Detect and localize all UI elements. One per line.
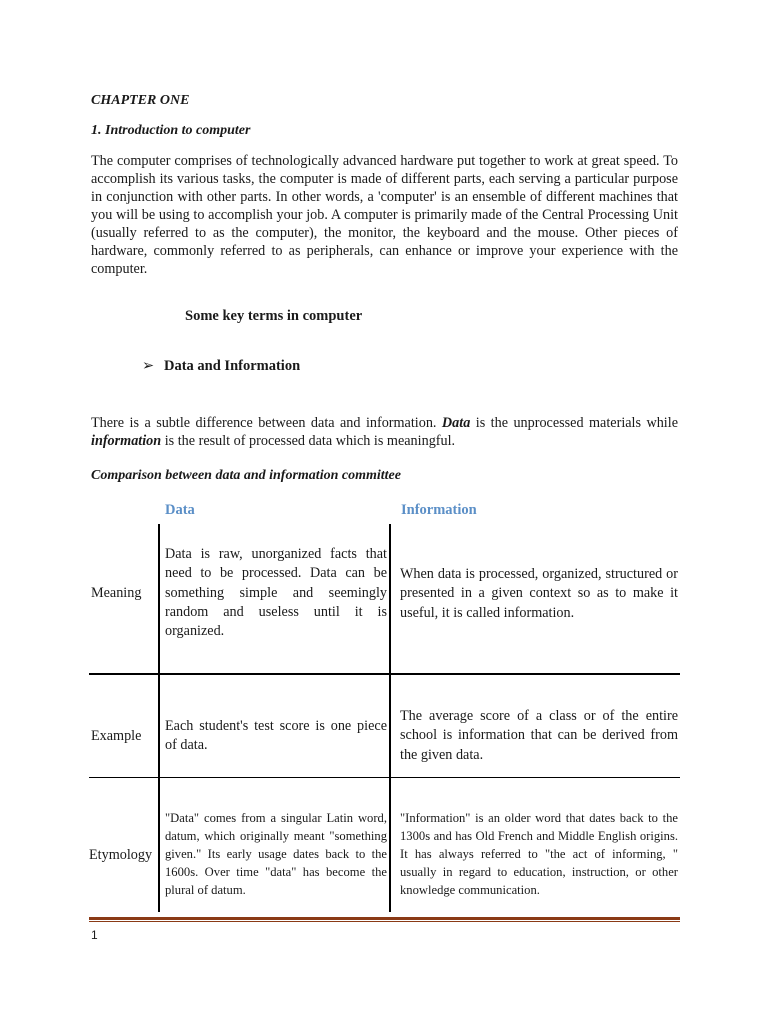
row-label-meaning: Meaning xyxy=(91,585,142,601)
key-terms-heading: Some key terms in computer xyxy=(185,308,363,324)
intro-paragraph: The computer comprises of technologically advanced hardware put together to work at great speed. To accomplish its various tasks, the computer is made of different parts, each serving a particular purpose in conjunction with other parts. In other words, a 'computer' is an ensemble of different machines that you will be using to accomplish your job. A computer is primarily made of the Central Processing Unit (usually referred to as the computer), the monitor, the keyboard and the mouse. Other pieces of hardware, commonly referred to as peripherals, can enhance or improve your experience with the computer. xyxy=(91,153,678,277)
cell-etymology-information: "Information" is an older word that dates back to the 1300s and has Old French and Middle English origins. It has always referred to "the act of informing, " usually in regard to education, instruction, or other knowledge communication. xyxy=(400,811,678,897)
column-header-information: Information xyxy=(401,502,477,518)
cell-meaning-information: When data is processed, organized, structured or presented in a given context so as to make it useful, it is called information. xyxy=(400,566,678,621)
row-label-example: Example xyxy=(91,728,142,744)
bullet-heading-text: Data and Information xyxy=(164,358,301,374)
difference-paragraph xyxy=(91,414,678,450)
cell-etymology-data: "Data" comes from a singular Latin word, datum, which originally meant "something given." Its early usage dates back to the 1600s. Over time "data" has become the plural of datum. xyxy=(165,811,387,897)
column-header-data: Data xyxy=(165,502,195,518)
cell-example-data: Each student's test score is one piece of data. xyxy=(165,718,387,754)
table-row-divider xyxy=(89,777,680,778)
table-divider-left xyxy=(158,524,160,912)
cell-example-information: The average score of a class or of the entire school is information that can be derived from the given data. xyxy=(400,708,678,763)
page-number: 1 xyxy=(91,928,98,942)
row-label-etymology: Etymology xyxy=(89,847,153,863)
diff-text-3: is the result of processed data which is meaningful. xyxy=(161,433,456,449)
table-row-divider xyxy=(89,673,680,675)
chapter-title: CHAPTER ONE xyxy=(91,93,190,108)
footer-rule-thin xyxy=(89,921,680,922)
table-divider-right xyxy=(389,524,391,912)
term-data: Data xyxy=(441,415,471,431)
cell-meaning-data: Data is raw, unorganized facts that need to be processed. Data can be something simple and seemingly random and useless until it is organized. xyxy=(165,546,387,640)
comparison-title: Comparison between data and information committee xyxy=(91,468,401,483)
diff-text-2: is the unprocessed materials while xyxy=(470,415,678,431)
footer-rule xyxy=(89,917,680,920)
section-heading: 1. Introduction to computer xyxy=(91,123,251,138)
diff-text-1: There is a subtle difference between data and information. xyxy=(91,415,442,431)
bullet-heading xyxy=(142,358,300,375)
term-information: information xyxy=(91,433,162,449)
arrow-bullet-icon: ➢ xyxy=(142,358,155,374)
